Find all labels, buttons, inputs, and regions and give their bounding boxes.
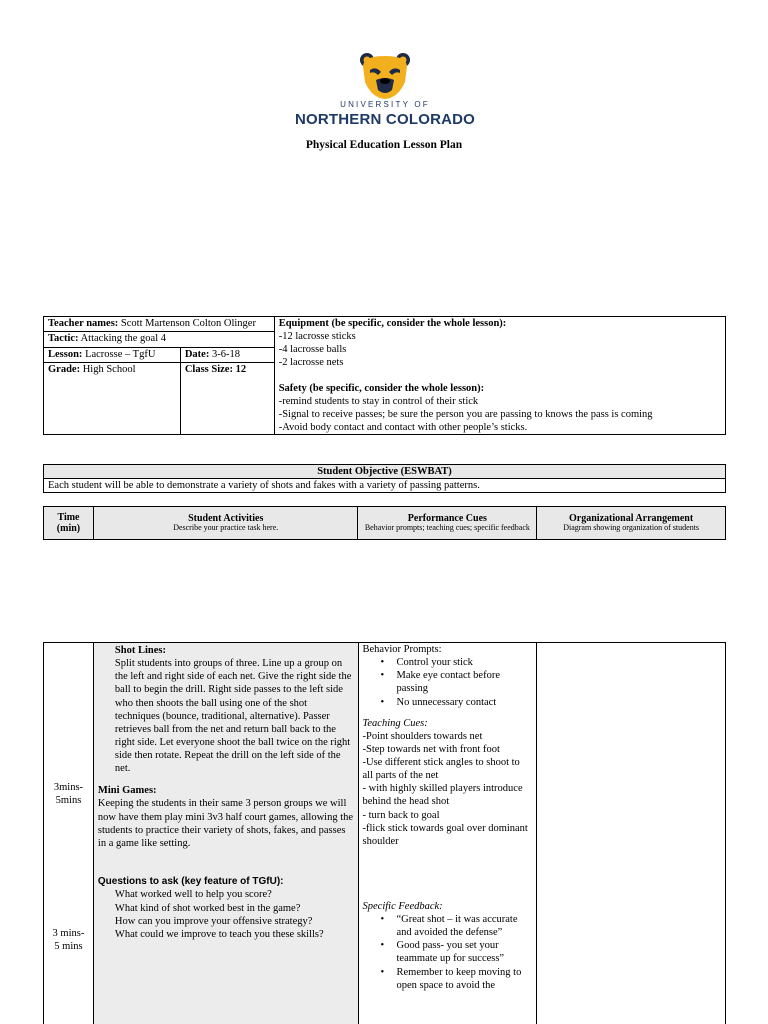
teaching-cues-heading: Teaching Cues: bbox=[362, 717, 428, 729]
time-column-header: Time (min) bbox=[44, 507, 94, 540]
question-item: What could we improve to teach you these skills? bbox=[114, 928, 324, 940]
performance-cues-cell bbox=[358, 643, 537, 1024]
time-cell bbox=[44, 643, 94, 1024]
cues-column-header: Performance Cues Behavior prompts; teaching cues; specific feedback bbox=[358, 507, 537, 540]
mini-games-heading: Mini Games: bbox=[97, 785, 157, 797]
specific-feedback-heading: Specific Feedback: bbox=[362, 900, 443, 912]
grade-cell: Grade: High School bbox=[44, 363, 181, 435]
class-size-cell: Class Size: 12 bbox=[180, 363, 274, 435]
mini-games-text: Keeping the students in their same 3 person groups we will now have them play mini 3v3 half court games, allowing the students to practice their variety of shots, fakes, and passes in a game like setting. bbox=[97, 798, 354, 849]
organization-cell bbox=[537, 643, 726, 1024]
university-name: NORTHERN COLORADO bbox=[294, 111, 476, 128]
activities-column-header: Student Activities Describe your practice task here. bbox=[93, 507, 358, 540]
list-item: • Control your stick bbox=[363, 656, 533, 669]
plan-header-table bbox=[43, 506, 726, 540]
objective-text: Each student will be able to demonstrate a variety of shots and fakes with a variety of passing patterns. bbox=[44, 479, 726, 493]
list-item: -Point shoulders towards net bbox=[362, 730, 483, 742]
equipment-safety-cell: Equipment (be specific, consider the whole lesson): -12 lacrosse sticks -4 lacrosse balls -2 lacrosse nets Safety (be specific, consider the whole lesson): -remind students to stay in control of their stick -Signal to receive passes; be sure the person you are passing to knows the pass is coming -Avoid body contact and contact with other people’s sticks. bbox=[274, 317, 725, 435]
list-item: • “Great shot – it was accurate and avoided the defense” bbox=[363, 913, 533, 939]
lesson-cell: Lesson: Lacrosse – TgfU bbox=[44, 347, 181, 362]
time-second-activity: 3 mins- 5 mins bbox=[52, 928, 85, 953]
bear-mascot-icon bbox=[358, 52, 412, 100]
list-item: -flick stick towards goal over dominant shoulder bbox=[362, 822, 528, 847]
university-of-text: UNIVERSITY OF bbox=[340, 100, 430, 109]
time-first-activity: 3mins- 5mins bbox=[53, 782, 84, 807]
list-item: • Good pass- you set your teammate up for success” bbox=[363, 939, 533, 965]
question-item: How can you improve your offensive strategy? bbox=[114, 915, 313, 927]
list-item: • Make eye contact before passing bbox=[363, 669, 533, 695]
tactic-cell: Tactic: Attacking the goal 4 bbox=[44, 332, 275, 347]
lesson-info-table bbox=[43, 316, 726, 435]
list-item: - turn back to goal bbox=[362, 809, 440, 821]
document-title: Physical Education Lesson Plan bbox=[305, 139, 463, 151]
list-item: • Remember to keep moving to open space to avoid the bbox=[363, 966, 533, 992]
objective-heading: Student Objective (ESWBAT) bbox=[44, 465, 726, 479]
date-cell: Date: 3-6-18 bbox=[180, 347, 274, 362]
organization-column-header: Organizational Arrangement Diagram showing organization of students bbox=[537, 507, 726, 540]
list-item: - with highly skilled players introduce behind the head shot bbox=[362, 783, 523, 808]
plan-body-table bbox=[43, 642, 726, 1024]
shot-lines-text: Split students into groups of three. Line up a group on the left and right side of each net. Give the right side the ball to begin the drill. Right side passes to the left side who then shoots the ball using one of the shot techniques (bounce, traditional, alternative). Passer retrieves ball from the net and return ball back to the right side. Let everyone shoot the ball twice on the right side then rotate. Repeat the drill on the left side of the net. bbox=[114, 658, 352, 775]
teacher-names-cell: Teacher names: Scott Martenson Colton Olinger bbox=[44, 317, 275, 332]
objective-table bbox=[43, 464, 726, 493]
list-item: -Use different stick angles to shoot to all parts of the net bbox=[362, 757, 520, 782]
list-item: -Step towards net with front foot bbox=[362, 743, 500, 755]
activities-cell bbox=[93, 643, 358, 1024]
list-item: • No unnecessary contact bbox=[363, 696, 533, 709]
question-item: What worked well to help you score? bbox=[114, 889, 272, 901]
questions-heading: Questions to ask (key feature of TGfU): bbox=[97, 875, 284, 887]
shot-lines-heading: Shot Lines: bbox=[114, 645, 166, 656]
behavior-prompts-list bbox=[363, 656, 533, 709]
feedback-list bbox=[363, 913, 533, 992]
behavior-prompts-heading: Behavior Prompts: bbox=[362, 644, 442, 655]
question-item: What kind of shot worked best in the game? bbox=[114, 902, 301, 914]
university-logo bbox=[290, 52, 480, 130]
